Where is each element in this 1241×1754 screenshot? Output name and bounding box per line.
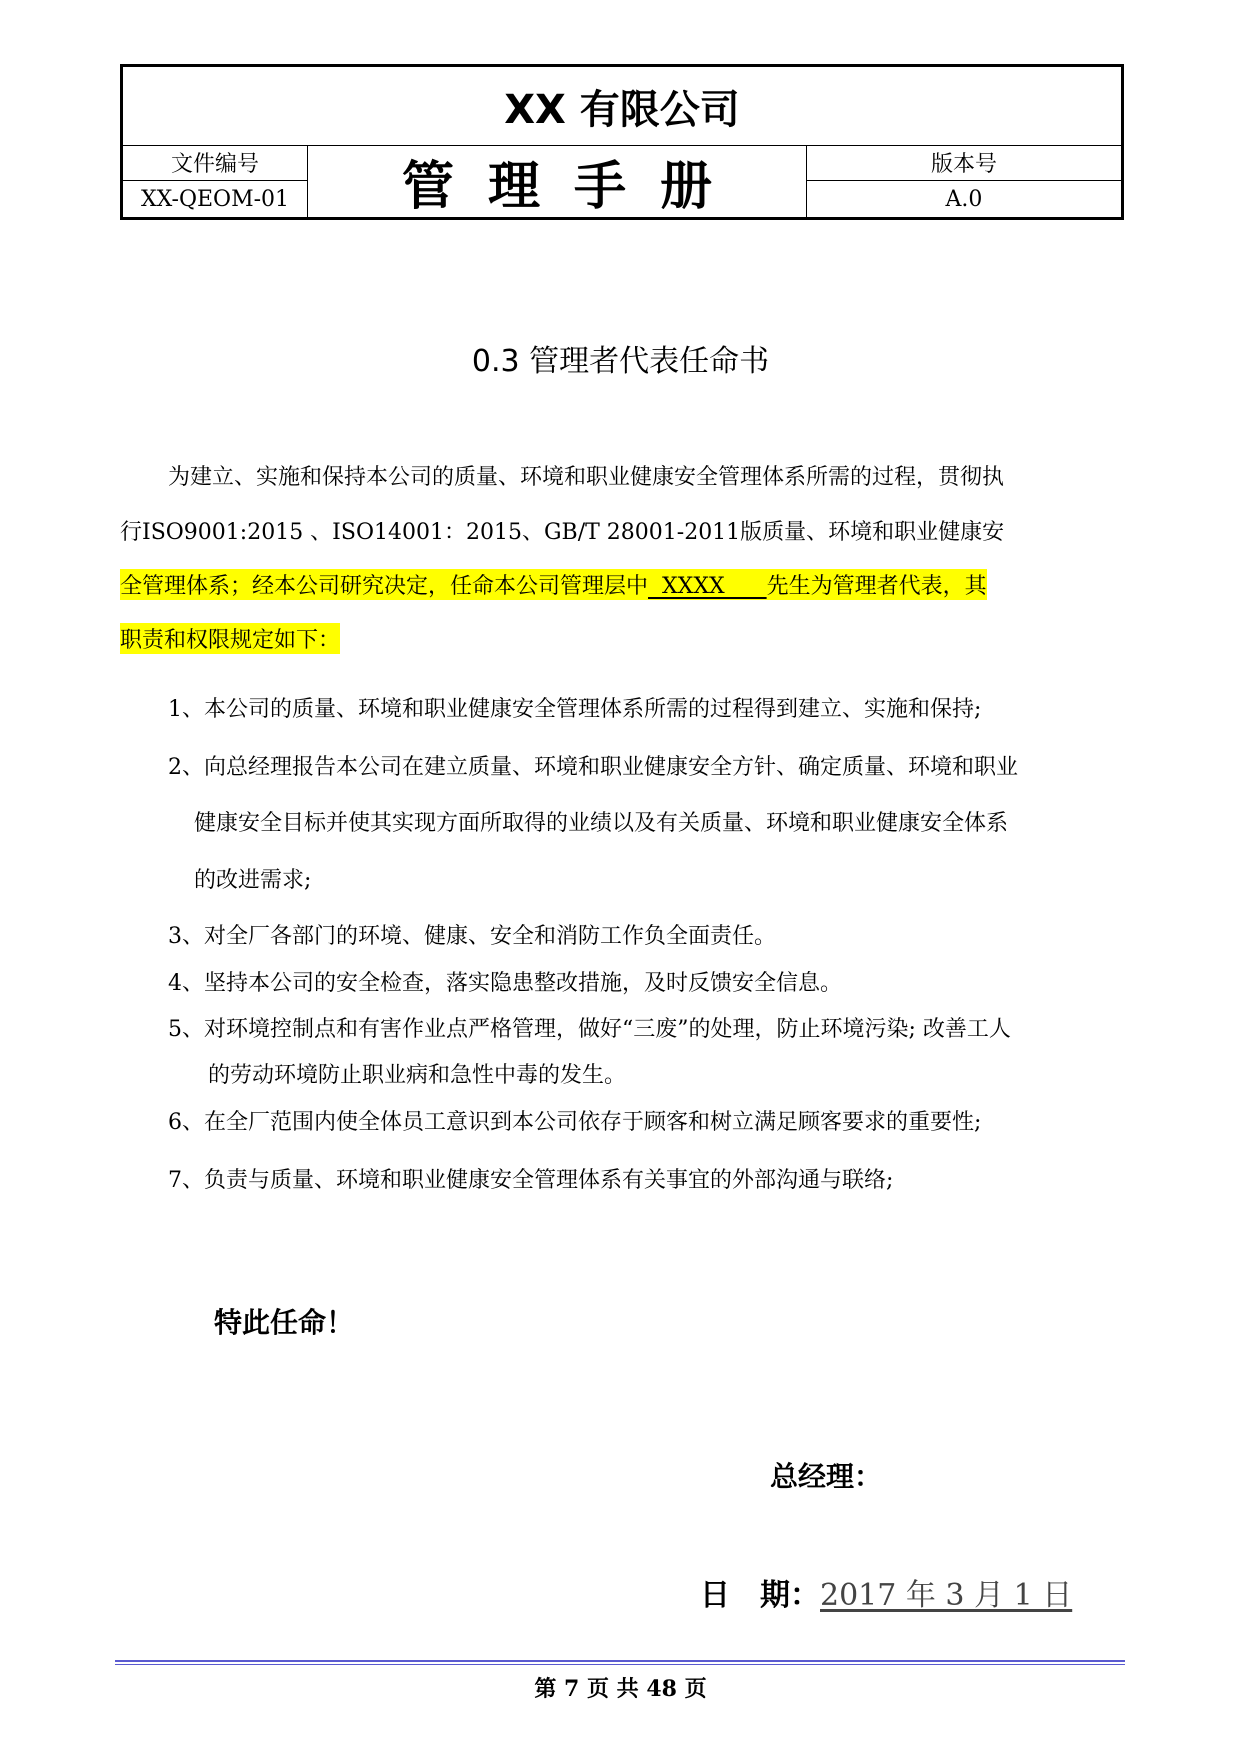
paragraph-line-highlighted <box>120 569 987 600</box>
date-label: 日 期： <box>700 1578 820 1613</box>
date-row <box>700 1570 1072 1614</box>
version-label: 版本号 <box>930 152 997 177</box>
closing-statement: 特此任命！ <box>214 1306 355 1339</box>
document-header-table <box>120 64 1124 220</box>
paragraph-line-highlighted: 职责和权限规定如下： <box>120 623 340 654</box>
footer-divider <box>115 1660 1125 1665</box>
list-item: 5、对环境控制点和有害作业点严格管理，做好“三废”的处理，防止环境污染; 改善工人 <box>168 1017 1011 1042</box>
signature-label: 总经理： <box>770 1460 883 1493</box>
paragraph-line: 为建立、实施和保持本公司的质量、环境和职业健康安全管理体系所需的过程，贯彻执 <box>168 465 1005 490</box>
manual-title: 管理手册 <box>401 156 746 217</box>
representative-name: XXXX <box>648 574 767 599</box>
paragraph-line: 行ISO9001:2015 、ISO14001：2015、GB/T 28001-2011版质量、环境和职业健康安 <box>120 520 1005 545</box>
page-title: 0.3 管理者代表任命书 <box>471 344 770 379</box>
list-item: 6、在全厂范围内使全体员工意识到本公司依存于顾客和树立满足顾客要求的重要性; <box>168 1110 982 1135</box>
list-item: 1、本公司的质量、环境和职业健康安全管理体系所需的过程得到建立、实施和保持; <box>168 697 982 722</box>
doc-number-value: XX-QEOM-01 <box>140 186 290 212</box>
list-item-continuation: 的劳动环境防止职业病和急性中毒的发生。 <box>208 1063 627 1088</box>
list-item: 2、向总经理报告本公司在建立质量、环境和职业健康安全方针、确定质量、环境和职业 <box>168 755 1018 780</box>
company-name: XX 有限公司 <box>504 86 740 133</box>
version-value: A.0 <box>945 186 983 212</box>
paragraph-text: 先生为管理者代表，其 <box>766 574 987 599</box>
list-item: 7、负责与质量、环境和职业健康安全管理体系有关事宜的外部沟通与联络; <box>168 1168 894 1193</box>
date-value: 2017 年 3 月 1 日 <box>820 1578 1073 1613</box>
list-item: 4、坚持本公司的安全检查，落实隐患整改措施，及时反馈安全信息。 <box>168 971 842 996</box>
paragraph-text: 全管理体系；经本公司研究决定，任命本公司管理层中 <box>120 574 649 599</box>
list-item-continuation: 健康安全目标并使其实现方面所取得的业绩以及有关质量、环境和职业健康安全体系 <box>194 811 1009 836</box>
list-item-continuation: 的改进需求; <box>194 868 312 893</box>
list-item: 3、对全厂各部门的环境、健康、安全和消防工作负全面责任。 <box>168 924 776 949</box>
page-number: 第 7 页 共 48 页 <box>534 1676 707 1702</box>
doc-number-label: 文件编号 <box>170 152 259 177</box>
